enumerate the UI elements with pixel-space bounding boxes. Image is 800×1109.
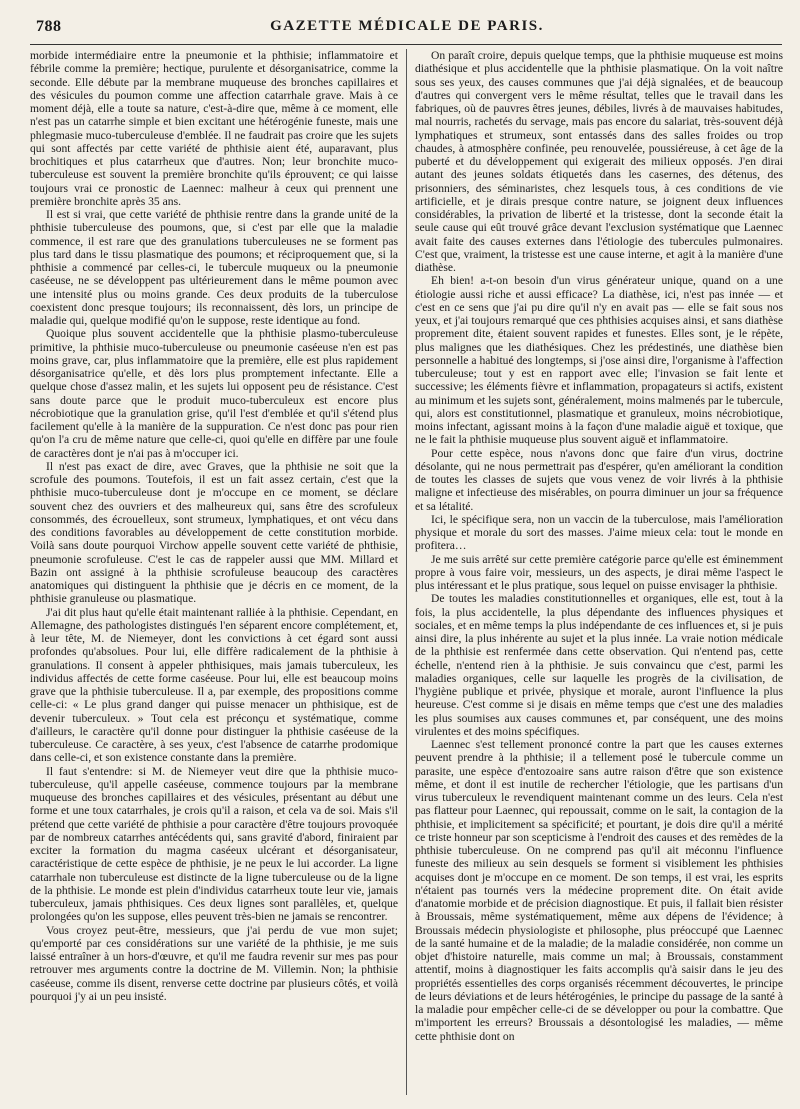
- paragraph: De toutes les maladies constitutionnelles et organiques, elle est, tout à la fois, la plus accidentelle, la plus dépendante des influences physiques et sociales, et en même temps la plus indépendante de ces influences et, si je puis ainsi dire, la plus inhérente au sujet et la plus innée. La vraie notion médicale de la phthisie est renfermée dans cette observation. Qui n'entend pas, cette échelle, n'entend rien à la phthisie. Je suis convaincu que c'est, parmi les maladies organiques, celle sur laquelle les progrès de la civilisation, de l'hygiène publique et privée, physique et morale, auront l'influence la plus heureuse. C'est comme si je disais en même temps que c'est une des maladies les plus soumises aux causes communes et, par conséquent, une des moins virulentes et des moins spécifiques.: [415, 592, 783, 738]
- left-column: [30, 49, 398, 1095]
- running-title: GAZETTE MÉDICALE DE PARIS.: [270, 18, 544, 34]
- right-column: [415, 49, 783, 1095]
- column-divider: [406, 49, 407, 1095]
- paragraph: Quoique plus souvent accidentelle que la phthisie plasmo-tuberculeuse primitive, la phthisie muco-tuberculeuse ou pneumonie caséeuse n'en est pas moins grave, car, plus inflammatoire que la première, elle est plus rapidement désorganisatrice qu'elle, et dès lors plus promptement infectante. Elle a quelque chose d'assez malin, et les sujets lui opposent peu de résistance. C'est sans doute parce que le produit muco-tuberculeux est encore plus nécrobiotique que la granulation grise, qu'il l'est d'emblée et qu'il s'étend plus facilement qu'elle à la manière de la suppuration. Ce n'est donc pas pour rien qu'on l'a cru de même nature que celle-ci, quoi qu'elle en diffère par une foule de caractères dont je n'ai pas à m'occuper ici.: [30, 327, 398, 460]
- paragraph: Laennec s'est tellement prononcé contre la part que les causes externes peuvent prendre à la phthisie; il a tellement posé le tubercule comme un parasite, une espèce d'entozoaire sans autre raison d'être que son existence même, et dont il est inutile de rechercher l'étiologie, que les partisans d'un virus tuberculeux le revendiquent maintenant comme un des leurs. Cela n'est pas flatteur pour Laennec, qui repoussait, comme on le sait, la contagion de la phthisie, et implicitement sa spécificité; et pourtant, je dois dire qu'il a mérité ce triste honneur par son scepticisme à l'endroit des causes et des remèdes de la phthisie tuberculeuse. On ne comprend pas qu'il ait méconnu l'influence funeste des milieux au sein desquels se forment si visiblement les phthisies acquises dont je m'occupe en ce moment. De son temps, il est vrai, les esprits n'étaient pas tournés vers la médecine proprement dite. On était avide d'anatomie morbide et de précision diagnostique. Et puis, il fallait bien résister à Broussais, même systématiquement, même aux dépens de l'évidence; à Broussais médecin physiologiste et philosophe, plus préoccupé que Laennec de la santé humaine et de la maladie; de la maladie considérée, non comme un objet d'histoire naturelle, mais comme un mal; à Broussais, constamment attentif, moins à diagnostiquer les faits accomplis qu'à saisir dans le jeu des propriétés essentielles des corps organisés récemment découvertes, le principe de leurs déviations et de leurs hétérogénies, le principe du passage de la santé à la maladie pour empêcher celle-ci de se développer ou pour la combattre. Que m'importent les erreurs? Broussais a désontologisé les maladies, — même cette phthisie dont on: [415, 738, 783, 1043]
- paragraph: Pour cette espèce, nous n'avons donc que faire d'un virus, doctrine désolante, qui ne nous permettrait pas d'espérer, qu'en améliorant la condition de toutes les classes de sujets que vous venez de voir livrés à la phthisie maligne et infectieuse des misérables, on pourra diminuer un jour sa fréquence et sa létalité.: [415, 446, 783, 513]
- paragraph: morbide intermédiaire entre la pneumonie et la phthisie; inflammatoire et fébrile comme la première; hectique, purulente et désorganisatrice, comme la seconde. Elle débute par la membrane muqueuse des bronches capillaires et des vésicules du poumon comme une affection catarrhale grave. Mais à ce moment déjà, elle a toute sa nature, c'est-à-dire que, même à ce moment, elle n'est pas un catarrhe simple et bien excitant une hétérogénie funeste, mais une phlegmasie muco-tuberculeuse d'emblée. Il ne faudrait pas croire que les sujets qui sont affectés par cette variété de phthisie aient été, auparavant, plus brochitiques et plus catarrheux que d'autres. Non; leur bronchite muco-tuberculeuse est souvent la première bronchite qu'ils éprouvent; ce qui laisse toujours vrai ce pronostic de Laennec: malheur à ceux qui prennent une première bronchite après 35 ans.: [30, 49, 398, 208]
- paragraph: J'ai dit plus haut qu'elle était maintenant ralliée à la phthisie. Cependant, en Allemagne, des pathologistes distingués l'en séparent encore complétement, et, à leur tête, M. de Niemeyer, dont les convictions à cet égard sont aussi profondes qu'absolues. Pour lui, elle diffère radicalement de la phthisie à granulations. Il consent à appeler phthisiques, mais jamais tuberculeux, les individus affectés de cette forme caséeuse. Pour lui, elle est beaucoup moins grave que la phthisie tuberculeuse. Il a, par exemple, des propositions comme celle-ci: « Le plus grand danger qui puisse menacer un phthisique, est de devenir tuberculeux. » Tout cela est préconçu et systématique, comme d'ailleurs, le caractère qu'il donne pour distinguer la phthisie caséeuse de la tuberculeuse. Ce caractère, à ses yeux, c'est l'absence de catarrhe prodomique dans celle-ci, et son existence constante dans la première.: [30, 605, 398, 765]
- paragraph: Eh bien! a-t-on besoin d'un virus générateur unique, quand on a une étiologie aussi riche et aussi efficace? La diathèse, ici, n'est pas innée — et c'est en ce sens que j'ai pu dire qu'il n'y en avait pas — elle se fait sous nos yeux, et j'ai toujours remarqué que ces phthisies acquises ainsi, et sans diathèse proprement dite, étaient souvent rapides et funestes. Elles sont, je le répète, plus malignes que les diathésiques. Chez les prédestinés, une diathèse bien personnelle a habitué des longtemps, si j'ose ainsi dire, l'organisme à l'affection tuberculeuse; tout y est en rapport avec elle; l'invasion se fait lente et successive; les éléments fièvre et inflammation, propagateurs si actifs, existent au minimum et les sujets sont, généralement, moins malmenés par le tubercule, qui, alors est constitutionnel, plasmatique et granuleux, moins nécrobiotique, moins infectant, agissant moins à la façon d'une maladie aiguë et toxique, que ne le fait la phthisie muqueuse plus souvent aiguë et inflammatoire.: [415, 274, 783, 447]
- paragraph: Ici, le spécifique sera, non un vaccin de la tuberculose, mais l'amélioration physique et morale du sort des masses. J'aime mieux cela: tout le monde en profitera…: [415, 512, 783, 553]
- paragraph: Il faut s'entendre: si M. de Niemeyer veut dire que la phthisie muco-tuberculeuse, qu'il appelle caséeuse, commence toujours par la membrane muqueuse des bronches capillaires et des vésicules, présentant au début une forme et une toux catarrhales, je crois qu'il a raison, et cela va de soi. Mais s'il prétend que cette variété de phthisie a pour caractère d'être toujours provoquée par de nombreux catarrhes antécédents qui, sans gravité d'abord, finiraient par exciter la formation du magma caséeux ulcérant et désorganisateur, caractéristique de cette espèce de phthisie, je ne peux le lui accorder. La ligne catarrhale non tuberculeuse est distincte de la ligne tuberculeuse ou de la ligne de la phthisie. Le monde est plein d'individus catarrheux toute leur vie, jamais tuberculeux, jamais phthisiques. Ces deux lignes sont parallèles, et, quelque prolongées qu'on les suppose, elles peuvent très-bien ne jamais se rencontrer.: [30, 764, 398, 924]
- page-number: 788: [36, 18, 62, 35]
- header-rule: [30, 44, 782, 45]
- paragraph: Je me suis arrêté sur cette première catégorie parce qu'elle est éminemment propre à vous faire voir, messieurs, un des aspects, je dirai même l'aspect le plus intéressant et le plus pratique, sous lequel on puisse envisager la phthisie.: [415, 552, 783, 592]
- page-header: [36, 18, 778, 40]
- paragraph: Il est si vrai, que cette variété de phthisie rentre dans la grande unité de la phthisie tuberculeuse des poumons, que, si c'est par elle que la maladie commence, il est rare que des granulations tuberculeuses ne se forment pas plus tard dans le tissu plasmatique des poumons; et réciproquement que, si la phthisie a commencé par celles-ci, le tubercule muqueux ou la pneumonie caséeuse, ne se développent pas ultérieurement dans le même poumon avec une intensité plus ou moins grande. Ces deux produits de la tuberculose coexistent donc presque toujours; ils reconnaissent, dès lors, un principe de maladie qui, quelque modifié qu'on le suppose, reste identique au fond.: [30, 208, 398, 327]
- paragraph: Il n'est pas exact de dire, avec Graves, que la phthisie ne soit que la scrofule des poumons. Toutefois, il est un fait assez certain, c'est que la phthisie muco-tuberculeuse dont je m'occupe en ce moment, se déclare souvent chez des ouvriers et des malheureux qui, sans être des scrofuleux consommés, des écrouelleux, sont strumeux, lymphatiques, et ont vécu dans des conditions favorables au développement de cette constitution morbide. Voilà sans doute pourquoi Virchow appelle souvent cette variété de phthisie, pneumonie scrofuleuse. C'est le cas de rappeler aussi que MM. Millard et Bazin ont assigné à la phthisie scrofuleuse beaucoup des caractères anatomiques qui distinguent la phthisie que je décris en ce moment, de la phthisie granuleuse ou plasmatique.: [30, 459, 398, 606]
- paragraph: On paraît croire, depuis quelque temps, que la phthisie muqueuse est moins diathésique et plus accidentelle que la phthisie plasmatique. On la voit naître sous ses yeux, des causes communes que j'ai déjà signalées, et de beaucoup d'autres qui convergent vers le même résultat, telles que le travail dans les fabriques, où de pauvres êtres jeunes, débiles, livrés à de mauvaises habitudes, mal nourris, rachetés du servage, mais pas encore du salariat, très-souvent déjà lymphatiques et strumeux, sont entassés dans des salles froides ou trop chaudes, à atmosphère confinée, peu renouvelée, poussiéreuse, à cet âge de la puberté et du développement qui exigerait des milieux opposés. J'en dirai autant des jeunes soldats étiquetés dans les casernes, des détenus, des prisonniers, des séminaristes, chez lesquels tous, à ces conditions de vie artificielle, et je dirais presque contre nature, se joignent deux influences considérables, la privation de liberté et la tristesse, dont la seconde était la seule cause qui eût trouvé grâce devant l'exclusion systématique que Laennec avait faite des causes externes dans l'étiologie des tubercules pulmonaires. C'est que, vraiment, la tristesse est une cause interne, et agit à la manière d'une diathèse.: [415, 49, 783, 274]
- paragraph: Vous croyez peut-être, messieurs, que j'ai perdu de vue mon sujet; qu'emporté par ces considérations sur une variété de la phthisie, je me suis laissé entraîner à un hors-d'œuvre, et qu'il me faudra revenir sur mes pas pour retrouver mes arguments contre la doctrine de M. Villemin. Non; la phthisie caséeuse, comme ils disent, renverse cette doctrine par plusieurs côtés, et voilà pourquoi j'y ai un peu insisté.: [30, 923, 398, 1003]
